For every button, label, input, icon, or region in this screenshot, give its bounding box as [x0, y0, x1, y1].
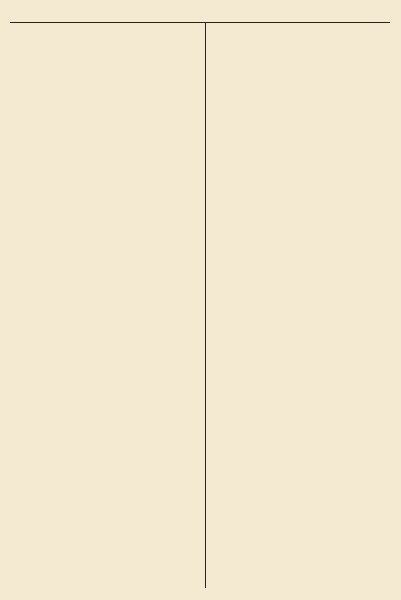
column-divider [205, 22, 206, 588]
english-column [12, 26, 200, 586]
page-header [0, 0, 401, 22]
chinese-column [210, 26, 394, 586]
header-rule [10, 22, 390, 23]
